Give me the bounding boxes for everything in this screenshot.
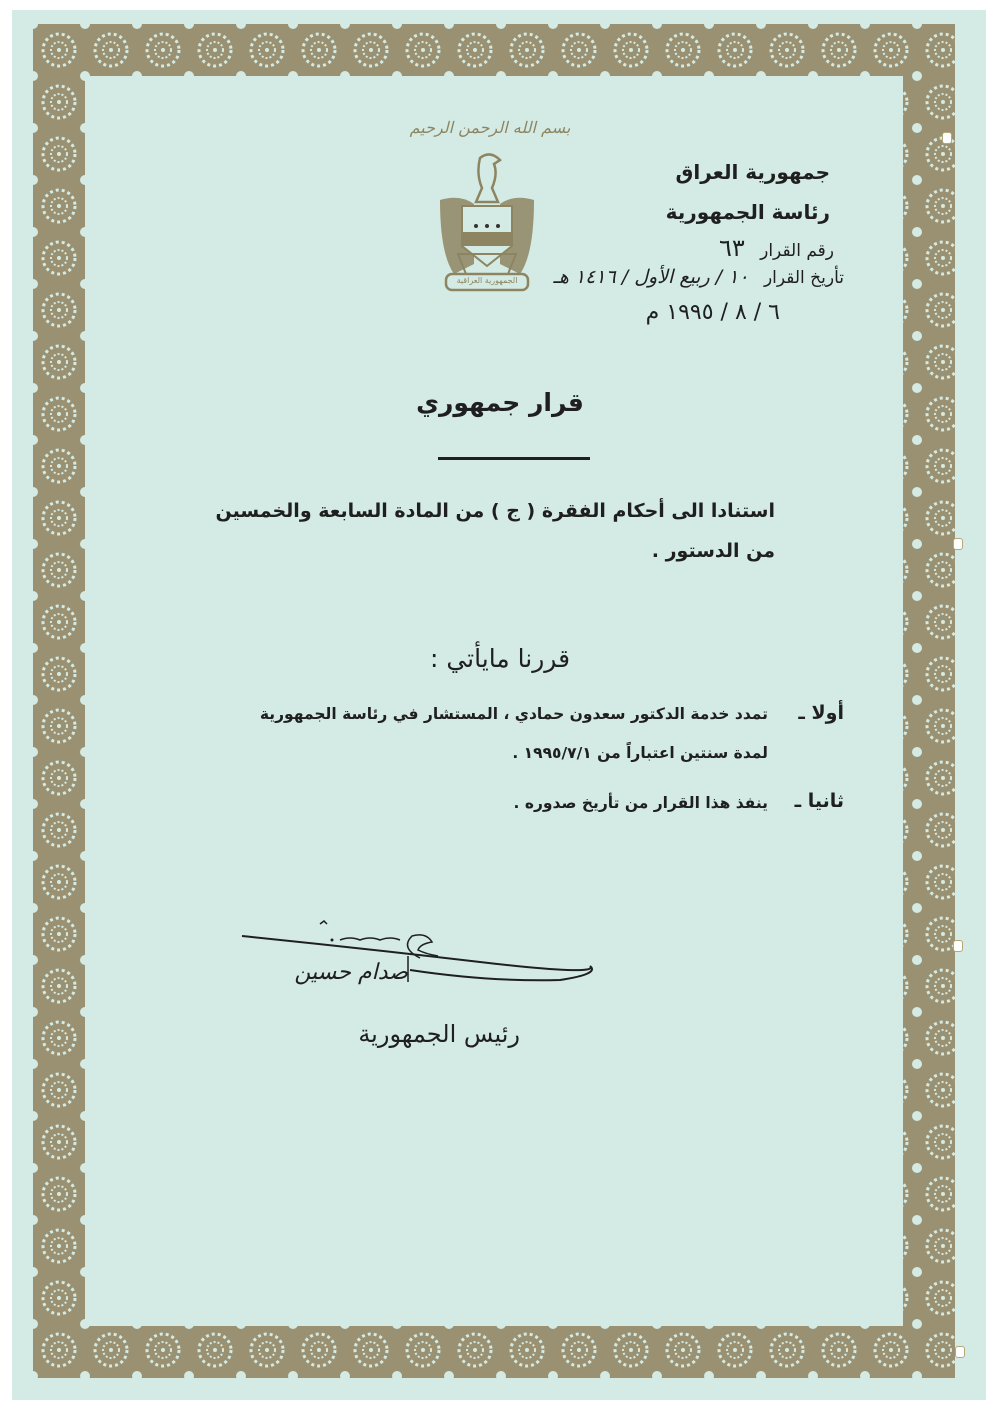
decision-number-row bbox=[719, 234, 834, 262]
signatory-name: صدام حسين bbox=[294, 960, 408, 985]
basmala: بسم الله الرحمن الرحيم bbox=[409, 118, 571, 137]
decision-date-label: تأريخ القرار bbox=[763, 268, 844, 288]
resolved-heading: قررنا مايأتي : bbox=[429, 644, 571, 673]
item-1-line-1: تمدد خدمة الدكتور سعدون حمادي ، المستشار في رئاسة الجمهورية bbox=[259, 705, 768, 723]
item-1-line-2: لمدة سنتين اعتباراً من ١٩٩٥/٧/١ . bbox=[512, 744, 768, 762]
presidency-name: رئاسة الجمهورية bbox=[665, 200, 830, 224]
decision-date-hijri: ١٠ / ربيع الأول / ١٤١٦ هـ bbox=[553, 266, 749, 288]
preamble-line-1: استنادا الى أحكام الفقرة ( ج ) من المادة السابعة والخمسين bbox=[215, 500, 775, 522]
decision-date-gregorian: ٦ / ٨ / ١٩٩٥ م bbox=[645, 300, 780, 325]
item-2-label: ثانيا ـ bbox=[794, 790, 844, 812]
decision-number: ٦٣ bbox=[718, 234, 745, 262]
punch-hole bbox=[955, 1346, 965, 1358]
item-2-line-1: ينفذ هذا القرار من تأريخ صدوره . bbox=[513, 794, 768, 812]
punch-hole bbox=[953, 538, 963, 550]
title-underline bbox=[438, 457, 590, 460]
signatory-title: رئيس الجمهورية bbox=[358, 1020, 520, 1048]
emblem-text: الجمهورية العراقية bbox=[456, 276, 518, 285]
punch-hole bbox=[942, 132, 952, 144]
preamble-line-2: من الدستور . bbox=[651, 540, 775, 562]
item-1-label: أولا ـ bbox=[798, 702, 844, 724]
decision-number-label: رقم القرار bbox=[760, 241, 834, 261]
decision-date-row bbox=[553, 266, 844, 288]
punch-hole bbox=[953, 940, 963, 952]
document-title: قرار جمهوري bbox=[416, 388, 584, 417]
country-name: جمهورية العراق bbox=[675, 160, 830, 184]
